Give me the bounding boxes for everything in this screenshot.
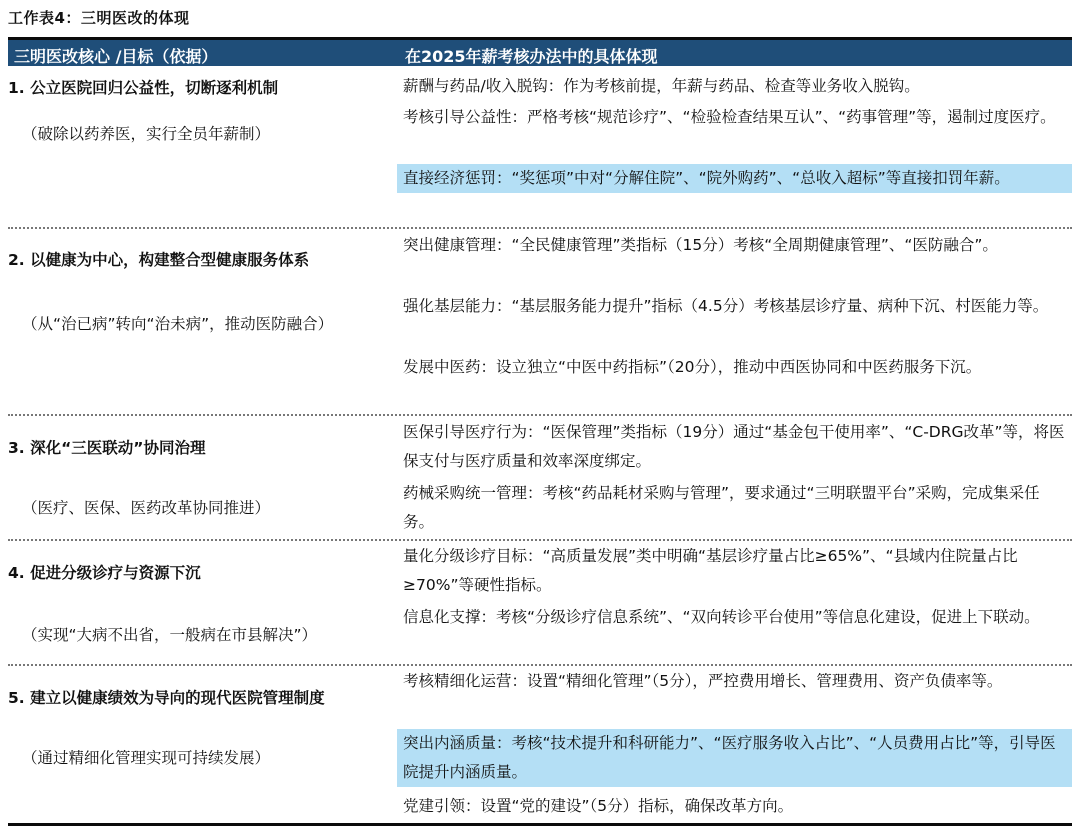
section-divider bbox=[8, 227, 1072, 229]
section-2-item-2: 强化基层能力：“基层服务能力提升”指标（4.5分）考核基层诊疗量、病种下沉、村医能力等。 bbox=[403, 297, 1049, 315]
section-4-item-1: 量化分级诊疗目标：“高质量发展”类中明确“基层诊疗量占比≥65%”、“县域内住院量占比≥70%”等硬性指标。 bbox=[403, 547, 1018, 594]
table-bottom-rule bbox=[8, 823, 1072, 826]
section-3-item-1: 医保引导医疗行为：“医保管理”类指标（19分）通过“基金包干使用率”、“C-DRG改革”等，将医保支付与医疗质量和效率深度绑定。 bbox=[403, 423, 1065, 470]
section-5-item-3: 党建引领：设置“党的建设”（5分）指标，确保改革方向。 bbox=[403, 797, 794, 815]
section-2-heading: 2. 以健康为中心，构建整合型健康服务体系 bbox=[8, 251, 310, 269]
header-col-goal: 三明医改核心 /目标（依据） bbox=[14, 47, 218, 66]
section-3-sub: （医疗、医保、医药改革协同推进） bbox=[22, 499, 271, 517]
section-1-item-3: 直接经济惩罚：“奖惩项”中对“分解住院”、“院外购药”、“总收入超标”等直接扣罚年薪。 bbox=[397, 164, 1072, 193]
section-5-item-2: 突出内涵质量：考核“技术提升和科研能力”、“医疗服务收入占比”、“人员费用占比”等，引导医院提升内涵质量。 bbox=[397, 729, 1072, 787]
section-5-sub: （通过精细化管理实现可持续发展） bbox=[22, 749, 271, 767]
section-4-heading: 4. 促进分级诊疗与资源下沉 bbox=[8, 564, 201, 582]
header-col-implementation: 在2025年薪考核办法中的具体体现 bbox=[405, 47, 658, 66]
section-5-heading: 5. 建立以健康绩效为导向的现代医院管理制度 bbox=[8, 689, 325, 707]
section-3-item-2: 药械采购统一管理：考核“药品耗材采购与管理”，要求通过“三明联盟平台”采购，完成集采任务。 bbox=[403, 484, 1040, 531]
table-header bbox=[8, 37, 1072, 66]
section-divider bbox=[8, 414, 1072, 416]
section-1-item-2: 考核引导公益性：严格考核“规范诊疗”、“检验检查结果互认”、“药事管理”等，遏制过度医疗。 bbox=[403, 108, 1056, 126]
section-2-sub: （从“治已病”转向“治未病”，推动医防融合） bbox=[22, 315, 334, 333]
section-4-sub: （实现“大病不出省，一般病在市县解决”） bbox=[22, 626, 318, 644]
section-3-heading: 3. 深化“三医联动”协同治理 bbox=[8, 439, 206, 457]
section-divider bbox=[8, 539, 1072, 541]
worksheet-title: 工作表4：三明医改的体现 bbox=[8, 9, 190, 27]
section-1-sub: （破除以药养医，实行全员年薪制） bbox=[22, 125, 271, 143]
section-1-item-1: 薪酬与药品/收入脱钩：作为考核前提，年薪与药品、检查等业务收入脱钩。 bbox=[403, 77, 920, 95]
section-4-item-2: 信息化支撑：考核“分级诊疗信息系统”、“双向转诊平台使用”等信息化建设，促进上下联动。 bbox=[403, 608, 1040, 626]
section-5-item-1: 考核精细化运营：设置“精细化管理”（5分），严控费用增长、管理费用、资产负债率等。 bbox=[403, 672, 1003, 690]
section-2-item-3: 发展中医药：设立独立“中医中药指标”（20分），推动中西医协同和中医药服务下沉。 bbox=[403, 358, 982, 376]
section-divider bbox=[8, 664, 1072, 666]
section-1-heading: 1. 公立医院回归公益性，切断逐利机制 bbox=[8, 79, 279, 97]
section-2-item-1: 突出健康管理：“全民健康管理”类指标（15分）考核“全周期健康管理”、“医防融合”。 bbox=[403, 236, 998, 254]
